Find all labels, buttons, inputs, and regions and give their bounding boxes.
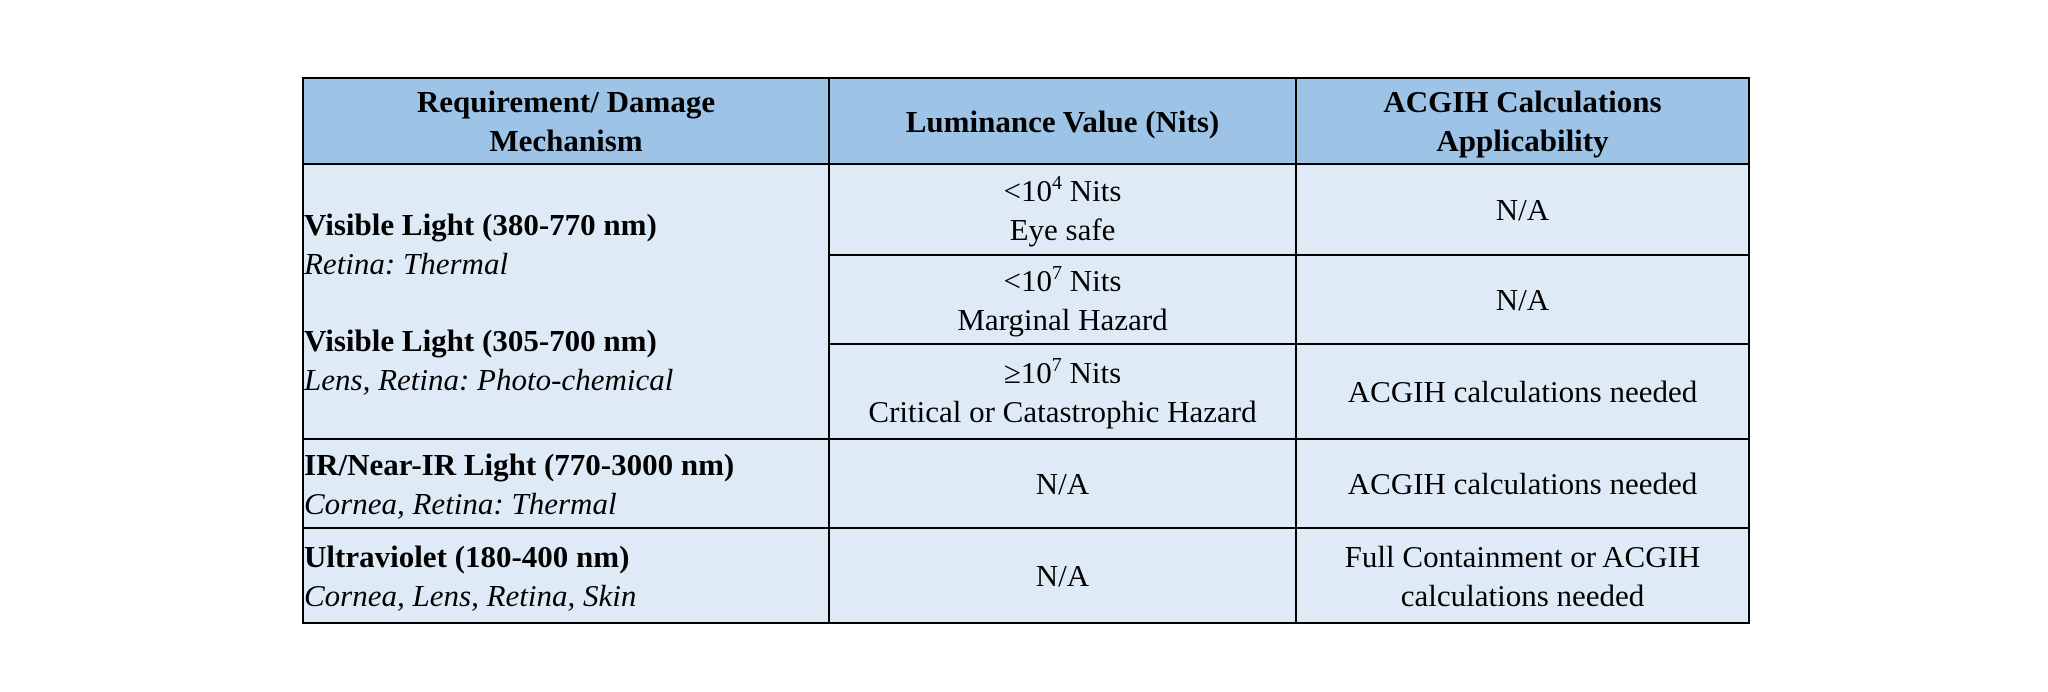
- visible-light-305-mechanism: Lens, Retina: Photo-chemical: [304, 361, 674, 397]
- luminance-note: Marginal Hazard: [957, 301, 1168, 337]
- ir-requirement-cell: [303, 439, 829, 528]
- ir-mechanism: Cornea, Retina: Thermal: [304, 485, 617, 521]
- table-header-row: [303, 78, 1749, 164]
- ir-applicability-cell: ACGIH calculations needed: [1296, 439, 1749, 528]
- luminance-value: $<10^4$ Nits: [1003, 171, 1122, 208]
- table-row: [303, 528, 1749, 623]
- uv-title: Ultraviolet (180-400 nm): [304, 538, 630, 574]
- visible-light-requirement-cell: [303, 164, 829, 439]
- luminance-cell-eye-safe: [829, 164, 1296, 255]
- visible-light-380-mechanism: Retina: Thermal: [304, 245, 509, 281]
- hazard-requirements-table: [302, 77, 1750, 624]
- uv-applicability-cell: [1296, 528, 1749, 623]
- header-requirement: Requirement/ Damage Mechanism: [303, 78, 829, 164]
- luminance-value: $<10^7$ Nits: [1003, 261, 1122, 298]
- luminance-cell-marginal: [829, 255, 1296, 344]
- visible-light-380-title: Visible Light (380-770 nm): [304, 206, 657, 242]
- uv-requirement-cell: [303, 528, 829, 623]
- uv-luminance-cell: N/A: [829, 528, 1296, 623]
- luminance-note: Eye safe: [1009, 211, 1116, 247]
- visible-light-305-title: Visible Light (305-700 nm): [304, 322, 657, 358]
- uv-applicability-line1: Full Containment or ACGIH: [1344, 538, 1701, 574]
- uv-mechanism: Cornea, Lens, Retina, Skin: [304, 577, 637, 613]
- header-luminance: Luminance Value (Nits): [829, 78, 1296, 164]
- ir-luminance-cell: N/A: [829, 439, 1296, 528]
- header-acgih: ACGIH Calculations Applicability: [1296, 78, 1749, 164]
- luminance-cell-critical: [829, 344, 1296, 439]
- table-row: [303, 439, 1749, 528]
- table-row: [303, 164, 1749, 255]
- luminance-note: Critical or Catastrophic Hazard: [868, 393, 1257, 429]
- applicability-cell: ACGIH calculations needed: [1296, 344, 1749, 439]
- applicability-cell: N/A: [1296, 164, 1749, 255]
- ir-title: IR/Near-IR Light (770-3000 nm): [304, 446, 735, 482]
- luminance-value: $\ge 10^7$ Nits: [1003, 353, 1122, 390]
- uv-applicability-line2: calculations needed: [1400, 577, 1645, 613]
- applicability-cell: N/A: [1296, 255, 1749, 344]
